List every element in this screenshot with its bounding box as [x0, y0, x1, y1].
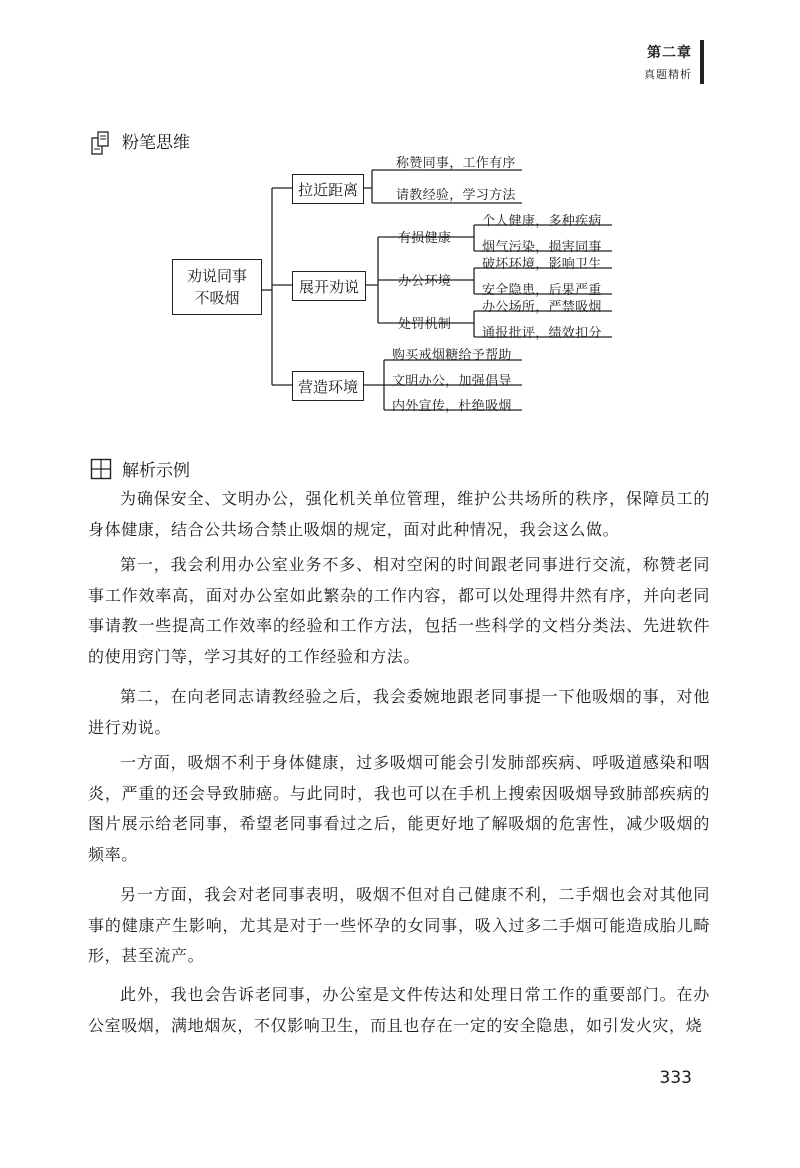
leaf-damage-env: 破坏环境，影响卫生: [482, 257, 602, 272]
branch-close-distance: 拉近距离: [292, 174, 364, 204]
analysis-title: 解析示例: [122, 461, 190, 481]
leaf-consult: 请教经验，学习方法: [396, 188, 516, 203]
mind-map: [0, 0, 800, 440]
paragraph-health: 一方面，吸烟不利于身体健康，过多吸烟可能会引发肺部疾病、呼吸道感染和咽炎，严重的还会导致肺癌。与此同时，我也可以在手机上搜索因吸烟导致肺部疾病的图片展示给老同事，希望老同事看过之后，能更好地了解吸烟的危害性，减少吸烟的频率。: [88, 753, 710, 864]
branch-environment: 营造环境: [292, 371, 364, 401]
leaf-publicity: 内外宣传，杜绝吸烟: [392, 399, 512, 414]
analysis-heading: [90, 456, 190, 481]
page-number: 333: [659, 1068, 692, 1088]
leaf-criticism: 通报批评，绩效扣分: [482, 326, 602, 341]
mindmap-root: 劝说同事 不吸烟: [172, 259, 262, 315]
section-title: 真题精析: [644, 68, 692, 81]
chapter-title: 第二章: [647, 45, 692, 61]
leaf-quit-candy: 购买戒烟糖给予帮助: [392, 348, 512, 363]
grid-icon: [90, 458, 112, 480]
mindmap-title: 粉笔思维: [122, 133, 190, 153]
branch-persuade: 展开劝说: [292, 271, 366, 301]
paragraph-secondhand: 另一方面，我会对老同事表明，吸烟不但对自己健康不利，二手烟也会对其他同事的健康产生影响，尤其是对于一些怀孕的女同事，吸入过多二手烟可能造成胎儿畸形，甚至流产。: [88, 885, 710, 965]
paragraph-second: 第二，在向老同志请教经验之后，我会委婉地跟老同事提一下他吸烟的事，对他进行劝说。: [88, 687, 710, 737]
leaf-civilized-office: 文明办公，加强倡导: [392, 374, 512, 389]
sub-health: 有损健康: [398, 231, 452, 246]
leaf-smoke-pollution: 烟气污染，损害同事: [482, 240, 602, 255]
sub-punishment: 处罚机制: [398, 317, 452, 332]
sub-office-env: 办公环境: [398, 274, 452, 289]
leaf-no-smoking: 办公场所，严禁吸烟: [482, 300, 602, 315]
leaf-personal-health: 个人健康，多种疾病: [482, 214, 602, 229]
paragraph-intro: 为确保安全、文明办公，强化机关单位管理，维护公共场所的秩序，保障员工的身体健康，结合公共场合禁止吸烟的规定，面对此种情况，我会这么做。: [88, 489, 710, 539]
paragraph-office: 此外，我也会告诉老同事，办公室是文件传达和处理日常工作的重要部门。在办公室吸烟，满地烟灰，不仅影响卫生，而且也存在一定的安全隐患，如引发火灾，烧: [88, 985, 710, 1035]
leaf-praise: 称赞同事，工作有序: [396, 156, 516, 171]
leaf-safety-hazard: 安全隐患，后果严重: [482, 283, 602, 298]
paragraph-first: 第一，我会利用办公室业务不多、相对空闲的时间跟老同事进行交流，称赞老同事工作效率高，面对办公室如此繁杂的工作内容，都可以处理得井然有序，并向老同事请教一些提高工作效率的经验和工作方法，包括一些科学的文档分类法、先进软件的使用窍门等，学习其好的工作经验和方法。: [88, 555, 710, 666]
